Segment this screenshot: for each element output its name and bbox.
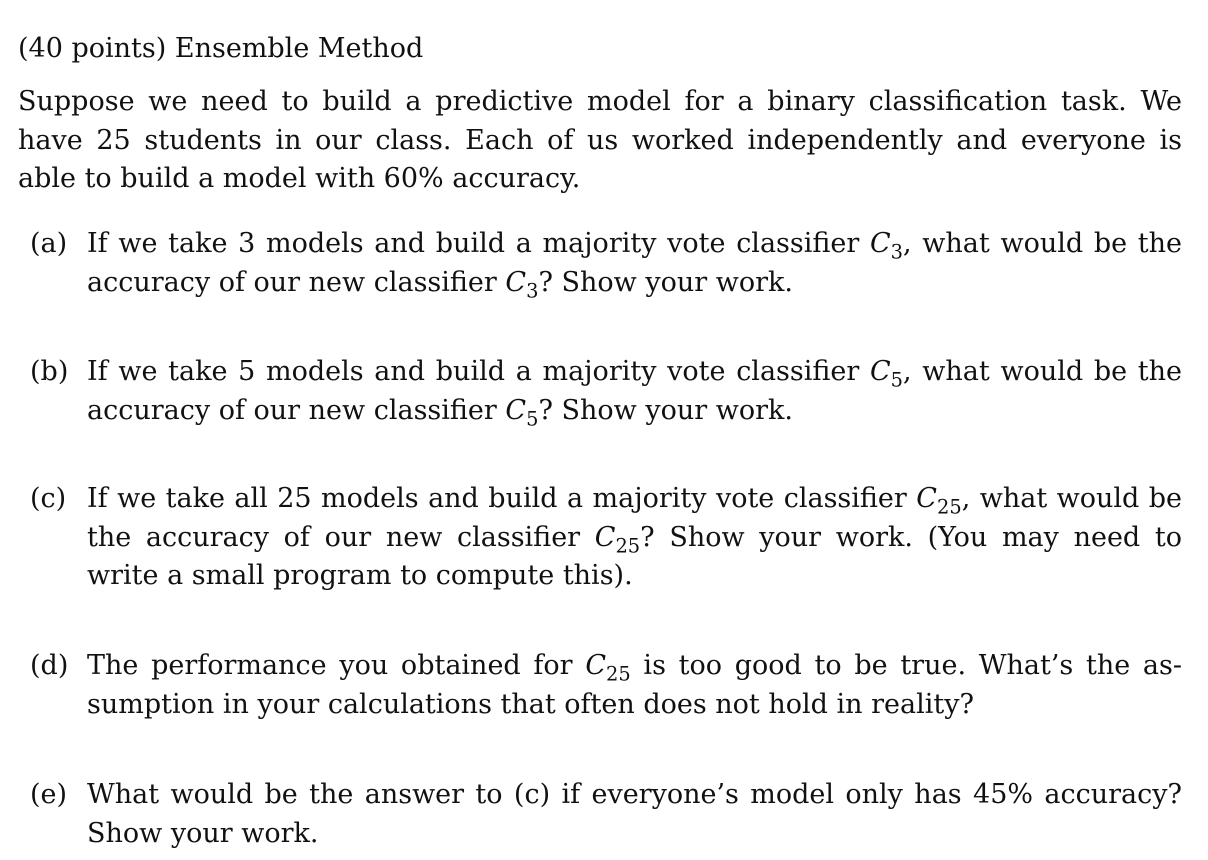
subquestion-b <box>30 353 1182 430</box>
subquestion-text <box>87 776 1182 853</box>
problem-heading: (40 points) Ensemble Method <box>18 33 424 64</box>
problem-intro: Suppose we need to build a predictive model for a binary classification task. We have 25 students in our class. Each of us worked independently and everyone is able to build a model with 60% accuracy. <box>18 86 1182 194</box>
classifier-symbol <box>869 356 904 392</box>
subquestion-text <box>87 225 1182 302</box>
text-segment: If we take 3 models and build a majority vote classifier <box>87 228 870 259</box>
text-segment: If we take 5 models and build a majority vote classifier <box>87 356 870 387</box>
classifier-symbol <box>585 650 631 686</box>
classifier-symbol <box>505 394 539 430</box>
subquestion-text <box>87 647 1182 724</box>
subquestion-a <box>30 225 1182 302</box>
subquestion-d <box>30 647 1182 724</box>
text-segment: What would be the answer to (c) if everyone’s model only has 45% accuracy? Show your work. <box>87 779 1182 849</box>
math-subscript: 5 <box>890 368 904 392</box>
text-segment: The performance you obtained for <box>87 650 586 681</box>
text-segment: ? Show your work. <box>538 266 793 298</box>
text-segment: ? Show your work. <box>538 394 793 426</box>
subquestion-marker: (b) <box>30 356 69 387</box>
math-subscript: 25 <box>936 495 962 519</box>
subquestion-text <box>87 480 1182 596</box>
classifier-symbol <box>916 483 962 519</box>
math-variable: C <box>594 521 616 553</box>
classifier-symbol <box>505 266 539 302</box>
math-variable: C <box>869 228 891 259</box>
math-variable: C <box>585 650 606 681</box>
math-variable: C <box>869 356 891 387</box>
text-segment: ? Show your work. (You may need to write a small program to compute this). <box>87 521 1182 591</box>
text-segment: If we take all 25 models and build a majority vote classifier <box>87 483 917 514</box>
subquestion-marker: (d) <box>30 650 69 681</box>
subquestion-marker: (e) <box>30 779 68 810</box>
math-subscript: 3 <box>890 240 904 264</box>
text-segment: is too good to be true. What’s the as-sumption in your calculations that often does not hold in reality? <box>87 650 1182 720</box>
math-variable: C <box>505 266 527 298</box>
text-segment: , what would be the accuracy of our new classifier <box>87 228 1182 298</box>
math-subscript: 3 <box>526 278 539 302</box>
text-segment: , what would be the accuracy of our new classifier <box>87 356 1182 426</box>
math-subscript: 25 <box>605 662 631 686</box>
text-segment: , what would be the accuracy of our new classifier <box>87 483 1183 553</box>
math-subscript: 5 <box>526 406 539 430</box>
subquestion-text <box>87 353 1182 430</box>
subquestion-e <box>30 776 1182 853</box>
subquestion-marker: (a) <box>30 228 68 259</box>
math-variable: C <box>505 394 527 426</box>
classifier-symbol <box>594 521 641 557</box>
math-subscript: 25 <box>615 533 641 557</box>
subquestion-c <box>30 480 1182 596</box>
math-variable: C <box>916 483 937 514</box>
classifier-symbol <box>869 228 904 264</box>
subquestion-marker: (c) <box>30 483 67 514</box>
